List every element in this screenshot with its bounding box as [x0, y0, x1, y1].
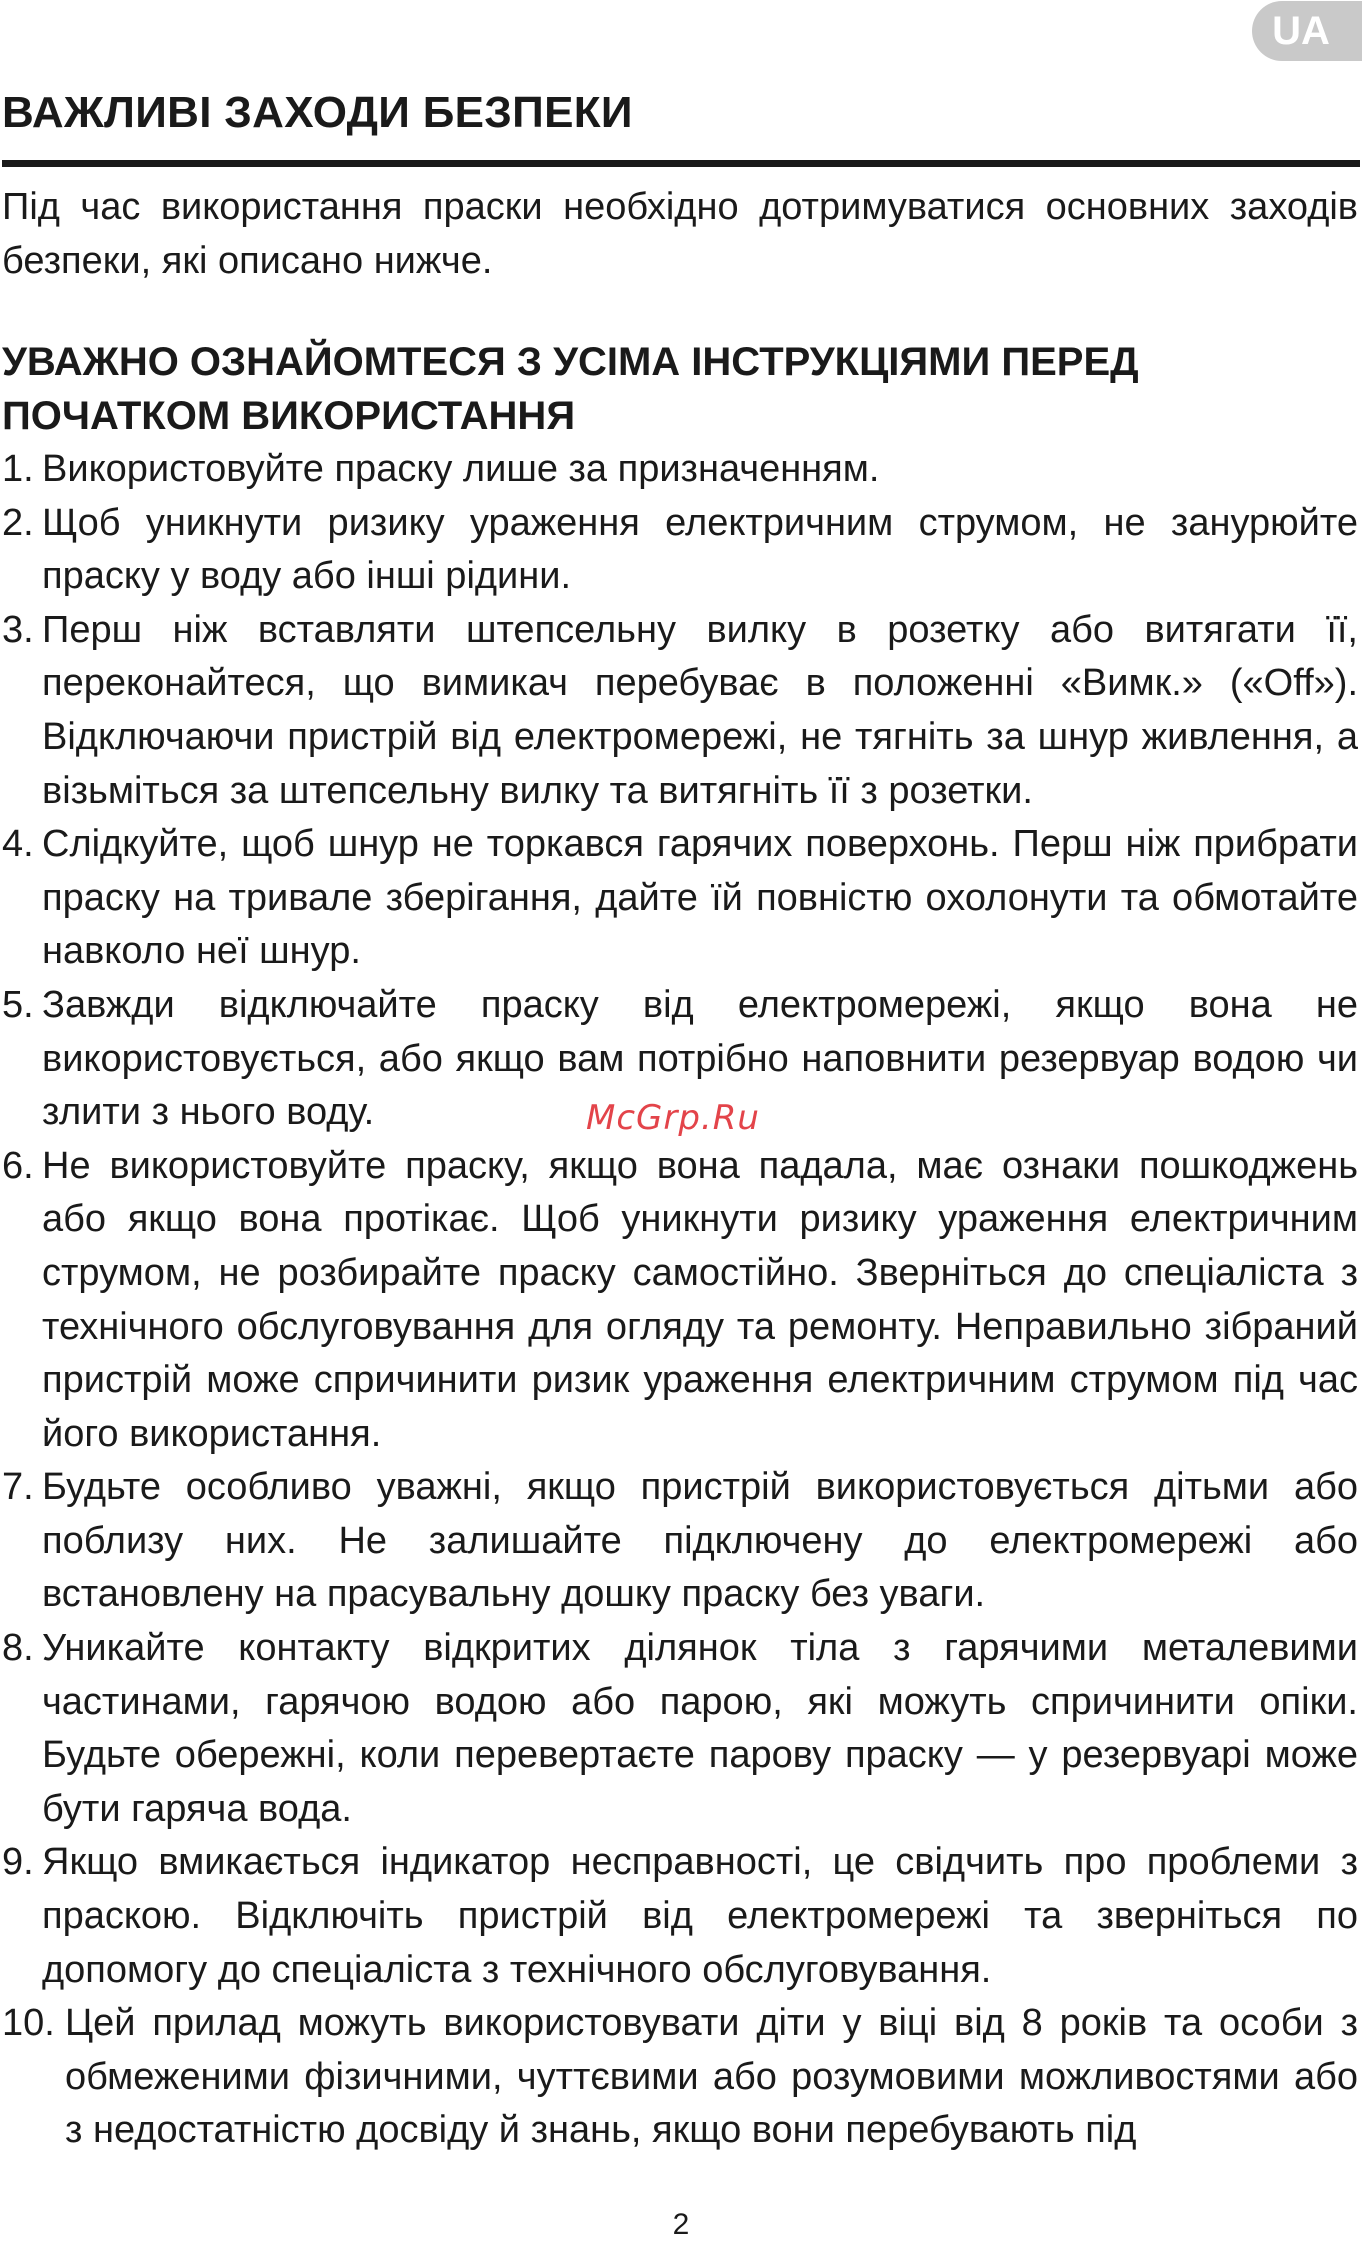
- section-heading: УВАЖНО ОЗНАЙОМТЕСЯ З УСІМА ІНСТРУКЦІЯМИ ПЕРЕД ПОЧАТКОМ ВИКОРИСТАННЯ: [2, 340, 1139, 438]
- safety-rules-list: [2, 443, 1358, 2158]
- rule-text: Будьте особливо уважні, якщо пристрій використовується дітьми або поблизу них. Не залишайте підключену до електромережі або встановлену на прасувальну дошку праску без уваги.: [42, 1466, 1358, 1616]
- safety-rule-9: [2, 1836, 1358, 1997]
- rule-number: 6.: [2, 1144, 34, 1187]
- safety-rule-3: [2, 604, 1358, 818]
- safety-rule-1: [2, 443, 1358, 497]
- rule-text: Слідкуйте, щоб шнур не торкався гарячих поверхонь. Перш ніж прибрати праску на тривале зберігання, дайте їй повністю охолонути та обмотайте навколо неї шнур.: [42, 823, 1358, 973]
- safety-rule-6: [2, 1140, 1358, 1462]
- rule-text: Уникайте контакту відкритих ділянок тіла з гарячими металевими частинами, гарячою водою або парою, які можуть спричинити опіки. Будьте обережні, коли перевертаєте парову праску — у резервуарі може бути гаряча вода.: [42, 1627, 1358, 1830]
- page-title: ВАЖЛИВІ ЗАХОДИ БЕЗПЕКИ: [2, 88, 633, 137]
- watermark: McGrp.Ru: [586, 1098, 760, 1138]
- rule-text: Якщо вмикається індикатор несправності, це свідчить про проблеми з праскою. Відключіть пристрій від електромережі та зверніться по допомогу до спеціаліста з технічного обслуговування.: [42, 1841, 1358, 1991]
- safety-rule-4: [2, 818, 1358, 979]
- rule-number: 4.: [2, 823, 34, 866]
- safety-rule-2: [2, 497, 1358, 604]
- safety-rule-10: [2, 1997, 1358, 2158]
- safety-rule-8: [2, 1622, 1358, 1836]
- rule-number: 7.: [2, 1466, 34, 1509]
- rule-number: 3.: [2, 608, 34, 651]
- rule-text: Щоб уникнути ризику ураження електричним струмом, не занурюйте праску у воду або інші рідини.: [42, 501, 1358, 598]
- title-divider: [2, 160, 1360, 167]
- language-badge: UA: [1252, 1, 1362, 61]
- intro-paragraph: Під час використання праски необхідно дотримуватися основних заходів безпеки, які описано нижче.: [2, 186, 1358, 282]
- rule-number: 2.: [2, 501, 34, 544]
- rule-text: Цей прилад можуть використовувати діти у віці від 8 років та особи з обмеженими фізичними, чуттєвими або розумовими можливостями або з недостатністю досвіду й знань, якщо вони перебувають під: [65, 2002, 1358, 2152]
- rule-text: Не використовуйте праску, якщо вона падала, має ознаки пошкоджень або якщо вона протікає. Щоб уникнути ризику ураження електричним струмом, не розбирайте праску самостійно. Зверніться до спеціаліста з технічного обслуговування для огляду та ремонту. Неправильно зібраний пристрій може спричинити ризик ураження електричним струмом під час його використання.: [42, 1144, 1358, 1455]
- rule-number: 5.: [2, 983, 34, 1026]
- rule-text: Завжди відключайте праску від електромережі, якщо вона не використовується, або якщо вам потрібно наповнити резервуар водою чи злити з нього воду.: [42, 983, 1358, 1134]
- rule-number: 9.: [2, 1841, 34, 1884]
- rule-number: 8.: [2, 1627, 34, 1670]
- safety-rule-7: [2, 1461, 1358, 1622]
- rule-text: Використовуйте праску лише за призначенням.: [42, 448, 880, 490]
- rule-number: 1.: [2, 448, 34, 490]
- rule-text: Перш ніж вставляти штепсельну вилку в розетку або витягати її, переконайтеся, що вимикач перебуває в положенні «Вимк.» («Off»). Відключаючи пристрій від електромережі, не тягніть за шнур живлення, а візьміться за штепсельну вилку та витягніть її з розетки.: [42, 608, 1358, 812]
- rule-number: 10.: [2, 2002, 55, 2045]
- page-number: 2: [672, 2208, 690, 2241]
